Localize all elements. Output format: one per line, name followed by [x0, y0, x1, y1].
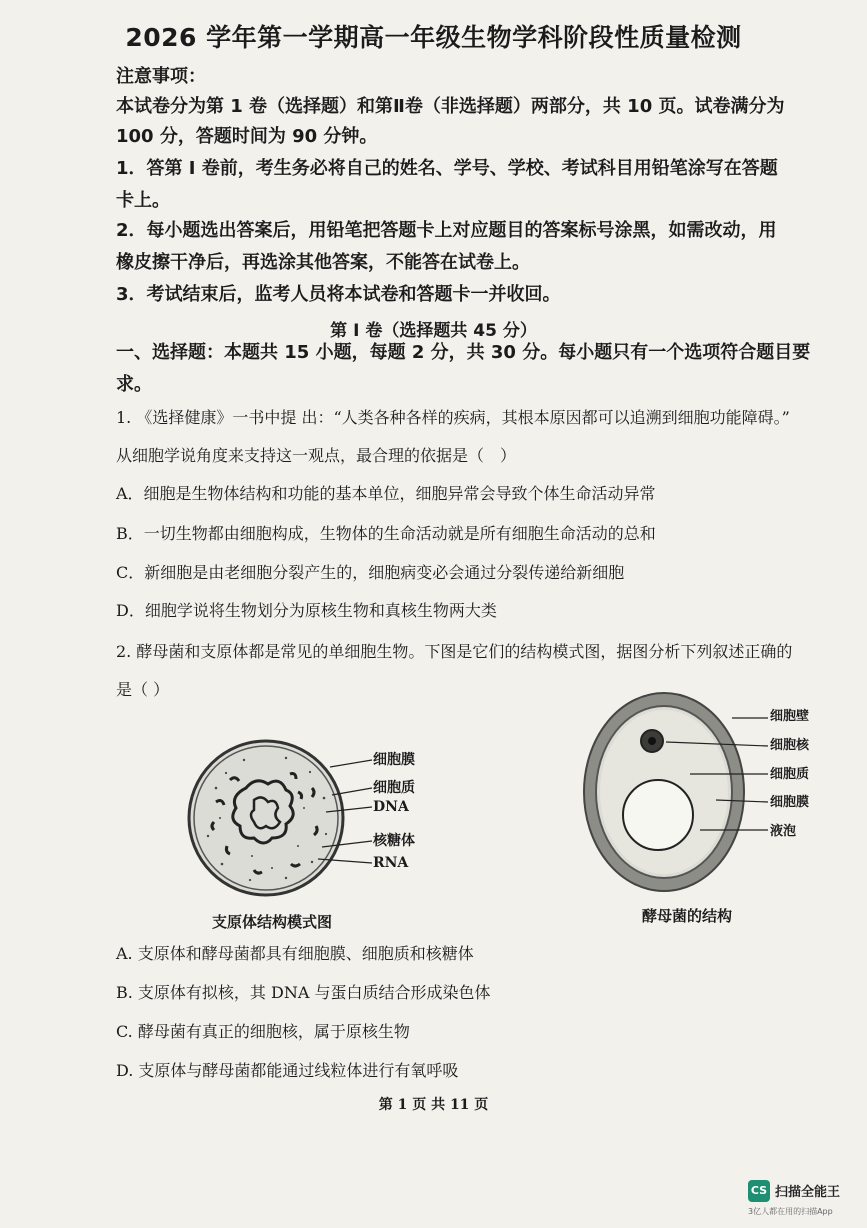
question-2-option-b: B. 支原体有拟核，其 DNA 与蛋白质结合形成染色体 [116, 983, 491, 1002]
mycoplasma-label-cytoplasm: 细胞质 [373, 780, 415, 796]
section-instruction: 一、选择题：本题共 15 小题，每题 2 分，共 30 分。每小题只有一个选项符合题目要 [116, 342, 811, 363]
question-2-option-a: A. 支原体和酵母菌都具有细胞膜、细胞质和核糖体 [116, 944, 474, 963]
question-2-option-c: C. 酵母菌有真正的细胞核，属于原核生物 [116, 1022, 410, 1041]
yeast-caption: 酵母菌的结构 [642, 907, 733, 925]
section-instruction: 求。 [116, 374, 152, 395]
question-2-option-d: D. 支原体与酵母菌都能通过线粒体进行有氧呼吸 [116, 1061, 459, 1080]
question-1-stem: 1. 《选择健康》一书中提 出：“人类各种各样的疾病，其根本原因都可以追溯到细胞功能障碍。” [116, 408, 790, 427]
yeast-label-vacuole: 液泡 [770, 824, 797, 839]
mycoplasma-label-dna: DNA [373, 799, 409, 815]
mycoplasma-label-membrane: 细胞膜 [373, 752, 415, 768]
scanner-tagline: 3亿人都在用的扫描App [748, 1207, 833, 1216]
scanner-watermark [748, 1180, 860, 1220]
camscanner-logo-icon: CS [748, 1180, 770, 1202]
exam-title: 2026 学年第一学期高一年级生物学科阶段性质量检测 [125, 23, 742, 52]
question-1-option-b: B．一切生物都由细胞构成，生物体的生命活动就是所有细胞生命活动的总和 [116, 524, 656, 543]
mycoplasma-leader-lines [300, 755, 375, 875]
notice-line: 3．考试结束后，监考人员将本试卷和答题卡一并收回。 [116, 284, 561, 305]
yeast-label-cytoplasm: 细胞质 [770, 767, 810, 782]
yeast-label-nucleus: 细胞核 [770, 738, 810, 753]
notice-line: 卡上。 [116, 190, 170, 211]
page-number: 第 1 页 共 11 页 [378, 1097, 489, 1113]
yeast-leader-lines [650, 710, 770, 840]
question-2-stem: 是（ ） [116, 680, 170, 699]
yeast-label-wall: 细胞壁 [770, 709, 810, 724]
question-1-stem: 从细胞学说角度来支持这一观点，最合理的依据是（ ） [116, 446, 517, 465]
section-title: 第 I 卷（选择题共 45 分） [330, 321, 537, 341]
notice-line: 橡皮擦干净后，再选涂其他答案，不能答在试卷上。 [116, 252, 530, 273]
scanner-app-name: 扫描全能王 [775, 1185, 841, 1200]
notice-line: 1．答第 I 卷前，考生务必将自己的姓名、学号、学校、考试科目用铅笔涂写在答题 [116, 158, 778, 179]
notice-line: 100 分，答题时间为 90 分钟。 [116, 126, 378, 147]
notice-line: 本试卷分为第 1 卷（选择题）和第Ⅱ卷（非选择题）两部分，共 10 页。试卷满分为 [116, 96, 785, 117]
question-2-stem: 2. 酵母菌和支原体都是常见的单细胞生物。下图是它们的结构模式图，据图分析下列叙述正确的 [116, 642, 793, 661]
question-1-option-d: D．细胞学说将生物划分为原核生物和真核生物两大类 [116, 601, 497, 620]
notice-line: 2．每小题选出答案后，用铅笔把答题卡上对应题目的答案标号涂黑，如需改动，用 [116, 220, 777, 241]
question-1-option-a: A．细胞是生物体结构和功能的基本单位，细胞异常会导致个体生命活动异常 [116, 484, 656, 503]
mycoplasma-caption: 支原体结构模式图 [212, 913, 333, 931]
mycoplasma-label-ribosome: 核糖体 [373, 833, 415, 849]
mycoplasma-label-rna: RNA [373, 855, 409, 871]
notice-heading: 注意事项： [116, 66, 206, 87]
yeast-label-membrane: 细胞膜 [770, 795, 810, 810]
question-1-option-c: C．新细胞是由老细胞分裂产生的，细胞病变必会通过分裂传递给新细胞 [116, 563, 625, 582]
